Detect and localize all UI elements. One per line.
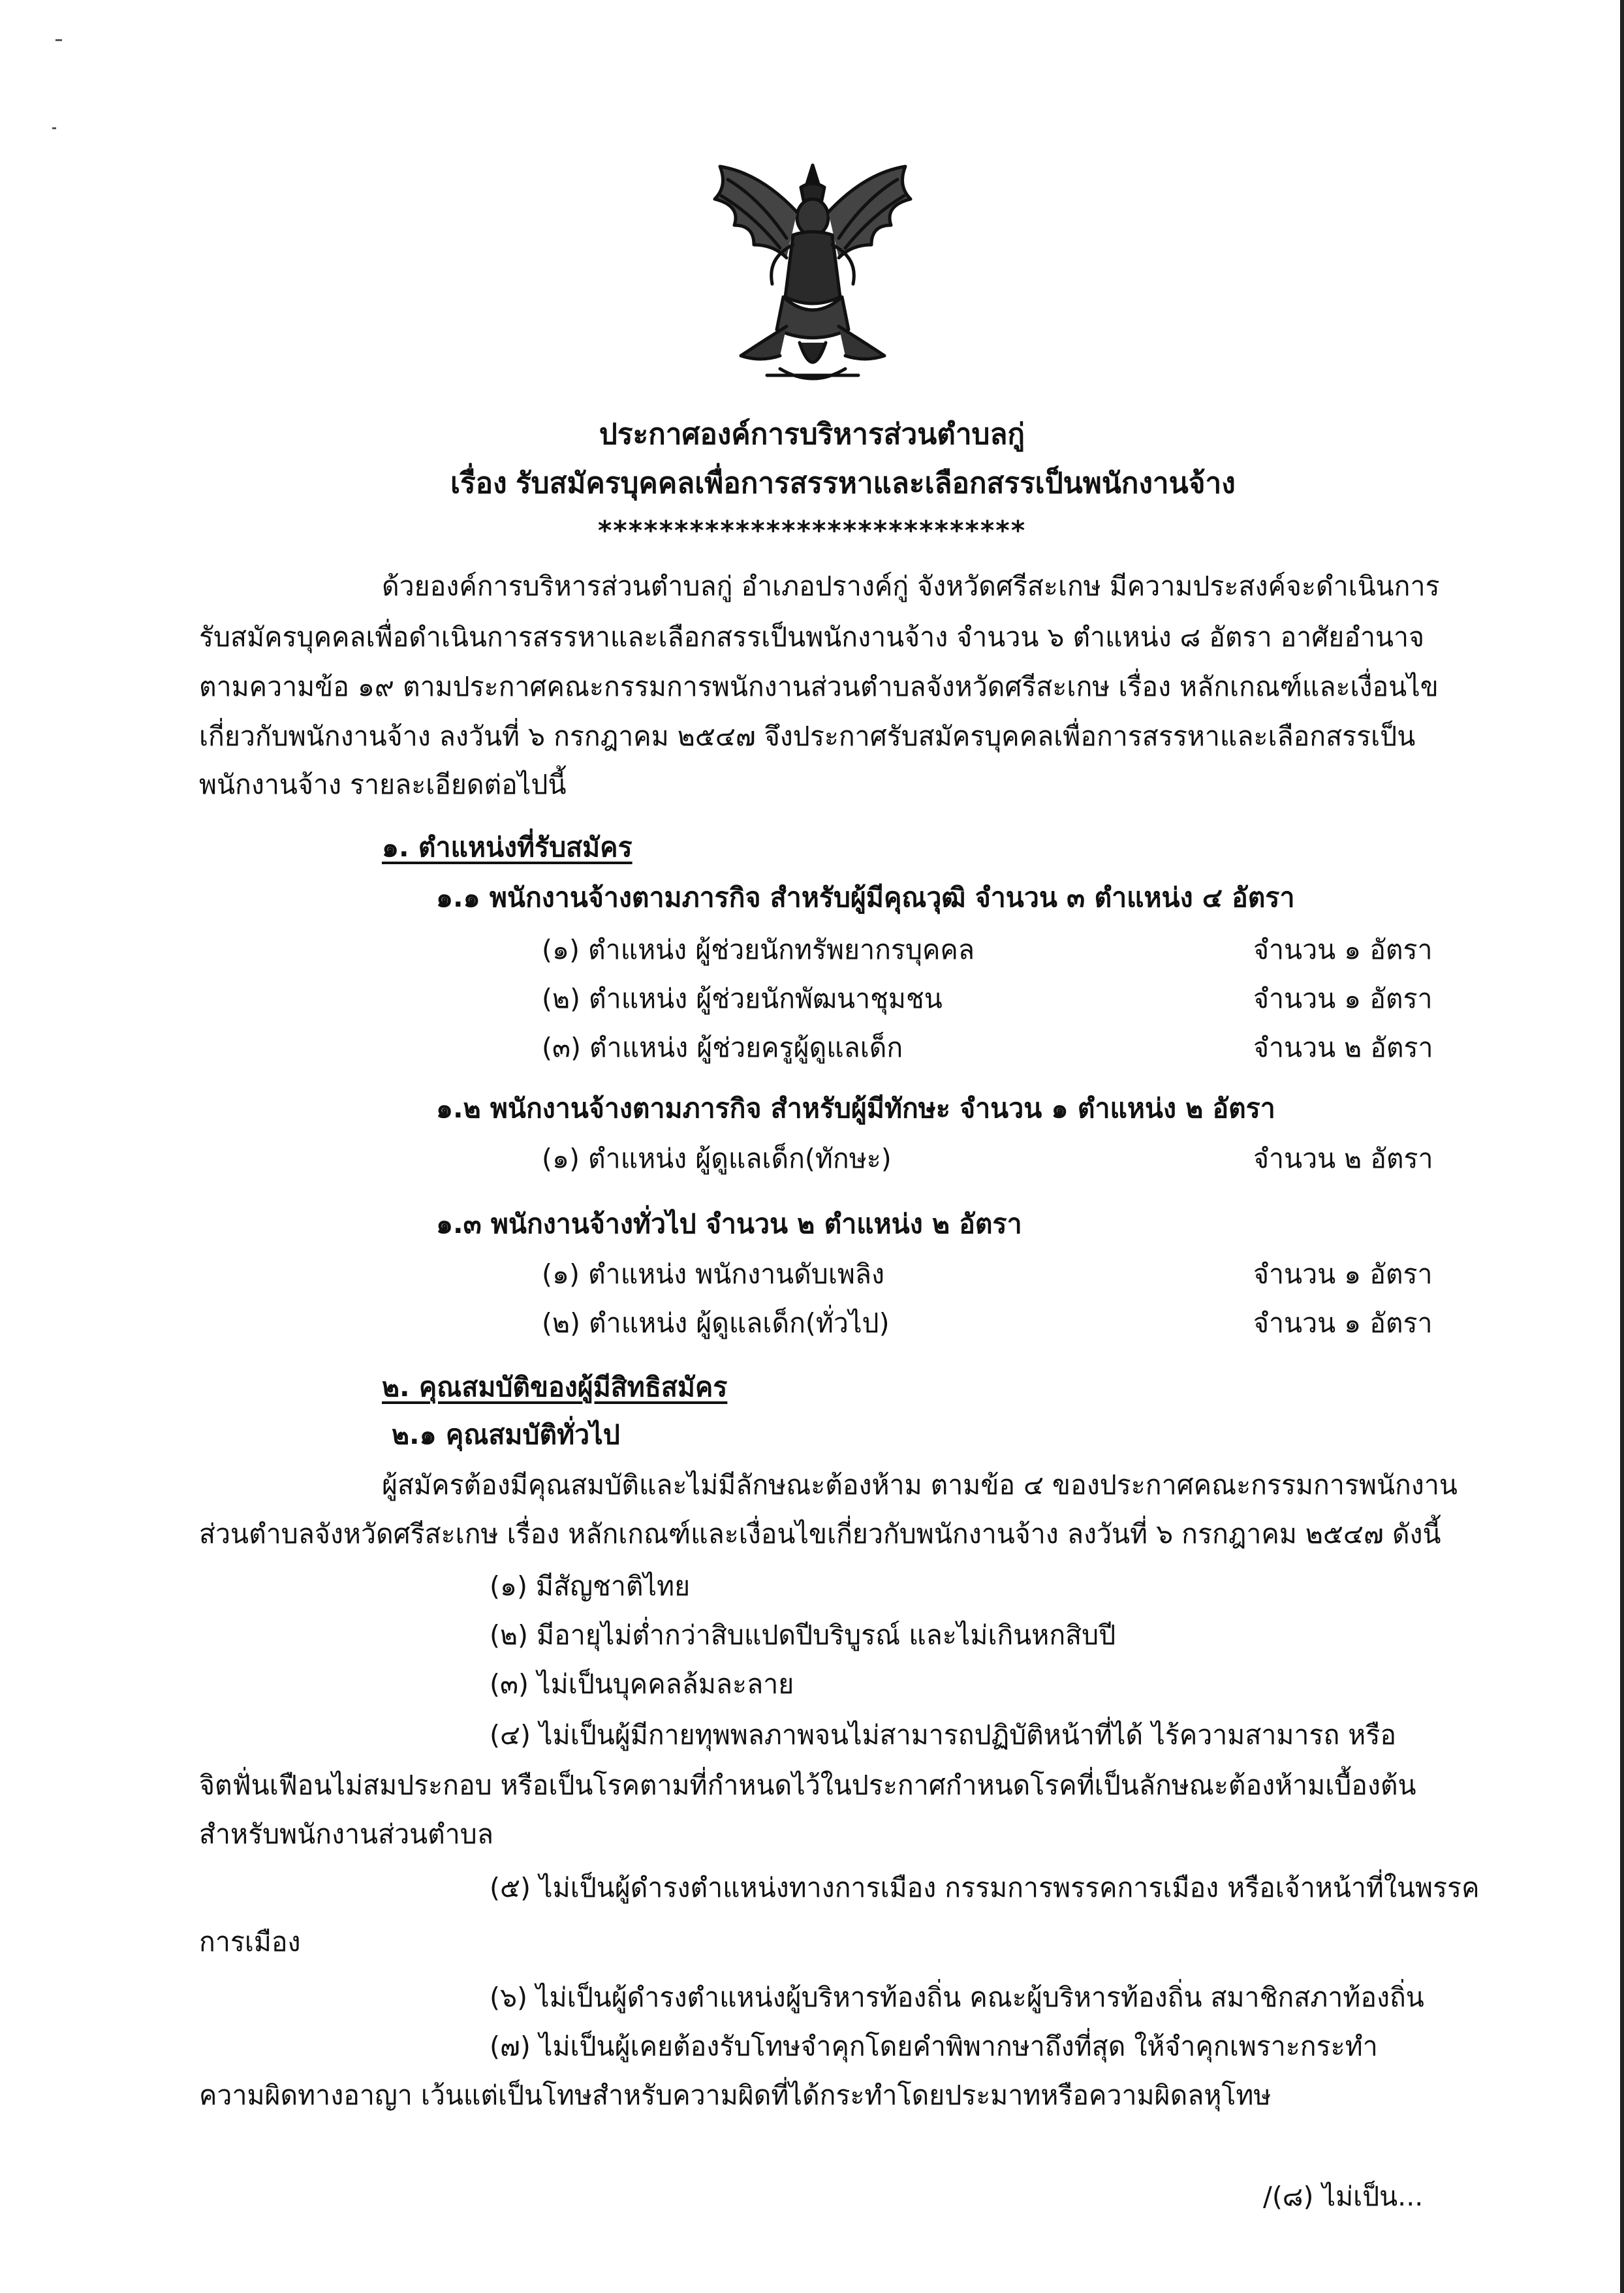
position-count: จำนวน ๑ อัตรา	[1253, 934, 1433, 965]
position-count: จำนวน ๑ อัตรา	[1253, 1307, 1433, 1339]
section2-1-heading: ๒.๑ คุณสมบัติทั่วไป	[392, 1419, 620, 1450]
header-separator: ****************************	[597, 515, 1027, 546]
qualification-item: (๕) ไม่เป็นผู้ดำรงตำแหน่งทางการเมือง กรรมการพรรคการเมือง หรือเจ้าหน้าที่ในพรรค	[490, 1872, 1480, 1903]
qualification-paragraph-line-1: ผู้สมัครต้องมีคุณสมบัติและไม่มีลักษณะต้องห้าม ตามข้อ ๔ ของประกาศคณะกรรมการพนักงาน	[382, 1469, 1458, 1501]
group-1-1-heading: ๑.๑ พนักงานจ้างตามภารกิจ สำหรับผู้มีคุณวุฒิ จำนวน ๓ ตำแหน่ง ๔ อัตรา	[436, 882, 1295, 913]
position-item: (๓) ตำแหน่ง ผู้ช่วยครูผู้ดูแลเด็ก	[542, 1032, 903, 1063]
position-count: จำนวน ๑ อัตรา	[1253, 983, 1433, 1014]
qualification-item-cont: ความผิดทางอาญา เว้นแต่เป็นโทษสำหรับความผิดที่ได้กระทำโดยประมาทหรือความผิดลหุโทษ	[199, 2080, 1272, 2111]
qualification-item: (๒) มีอายุไม่ต่ำกว่าสิบแปดปีบริบูรณ์ และไม่เกินหกสิบปี	[490, 1619, 1116, 1651]
qualification-item: (๓) ไม่เป็นบุคคลล้มละลาย	[490, 1668, 794, 1700]
intro-line-1: ด้วยองค์การบริหารส่วนตำบลกู่ อำเภอปรางค์กู่ จังหวัดศรีสะเกษ มีความประสงค์จะดำเนินการ	[382, 570, 1440, 602]
qualification-item: (๑) มีสัญชาติไทย	[490, 1570, 691, 1602]
section2-heading: ๒. คุณสมบัติของผู้มีสิทธิสมัคร	[382, 1371, 728, 1403]
qualification-item: (๔) ไม่เป็นผู้มีกายทุพพลภาพจนไม่สามารถปฏิบัติหน้าที่ได้ ไร้ความสามารถ หรือ	[490, 1719, 1396, 1751]
intro-line-5: พนักงานจ้าง รายละเอียดต่อไปนี้	[199, 769, 567, 800]
position-item: (๑) ตำแหน่ง ผู้ช่วยนักทรัพยากรบุคคล	[542, 934, 975, 965]
subject-text: รับสมัครบุคคลเพื่อการสรรหาและเลือกสรรเป็นพนักงานจ้าง	[516, 467, 1236, 500]
position-item: (๒) ตำแหน่ง ผู้ดูแลเด็ก(ทั่วไป)	[542, 1307, 890, 1339]
section1-heading: ๑. ตำแหน่งที่รับสมัคร	[382, 832, 632, 863]
qualification-item-cont: การเมือง	[199, 1926, 301, 1958]
intro-line-2: รับสมัครบุคคลเพื่อดำเนินการสรรหาและเลือกสรรเป็นพนักงานจ้าง จำนวน ๖ ตำแหน่ง ๘ อัตรา อาศัยอำนาจ	[199, 621, 1425, 653]
subject-label: เรื่อง	[450, 467, 507, 500]
qualification-item-cont: จิตฟั่นเฟือนไม่สมประกอบ หรือเป็นโรคตามที่กำหนดไว้ในประกาศกำหนดโรคที่เป็นลักษณะต้องห้ามเบื้องต้น	[199, 1770, 1416, 1801]
scan-edge	[1620, 0, 1624, 2293]
position-count: จำนวน ๒ อัตรา	[1253, 1143, 1433, 1174]
qualification-item: (๖) ไม่เป็นผู้ดำรงตำแหน่งผู้บริหารท้องถิ่น คณะผู้บริหารท้องถิ่น สมาชิกสภาท้องถิ่น	[490, 1982, 1424, 2013]
notice-title: ประกาศองค์การบริหารส่วนตำบลกู่	[599, 418, 1025, 451]
position-count: จำนวน ๑ อัตรา	[1253, 1258, 1433, 1290]
position-item: (๑) ตำแหน่ง พนักงานดับเพลิง	[542, 1258, 885, 1290]
garuda-emblem	[702, 160, 924, 395]
intro-line-3: ตามความข้อ ๑๙ ตามประกาศคณะกรรมการพนักงานส่วนตำบลจังหวัดศรีสะเกษ เรื่อง หลักเกณฑ์และเงื่อนไข	[199, 671, 1439, 702]
position-item: (๑) ตำแหน่ง ผู้ดูแลเด็ก(ทักษะ)	[542, 1143, 892, 1174]
qualification-item-cont: สำหรับพนักงานส่วนตำบล	[199, 1818, 493, 1850]
page-continuation: /(๘) ไม่เป็น...	[1263, 2181, 1424, 2212]
scan-speck	[55, 39, 62, 41]
qualification-item: (๗) ไม่เป็นผู้เคยต้องรับโทษจำคุกโดยคำพิพากษาถึงที่สุด ให้จำคุกเพราะกระทำ	[490, 2031, 1378, 2062]
group-1-2-heading: ๑.๒ พนักงานจ้างตามภารกิจ สำหรับผู้มีทักษะ จำนวน ๑ ตำแหน่ง ๒ อัตรา	[436, 1093, 1275, 1124]
intro-line-4: เกี่ยวกับพนักงานจ้าง ลงวันที่ ๖ กรกฎาคม ๒๕๔๗ จึงประกาศรับสมัครบุคคลเพื่อการสรรหาและเลือกสรรเป็น	[199, 721, 1416, 752]
position-count: จำนวน ๒ อัตรา	[1253, 1032, 1433, 1063]
qualification-paragraph-line-2: ส่วนตำบลจังหวัดศรีสะเกษ เรื่อง หลักเกณฑ์และเงื่อนไขเกี่ยวกับพนักงานจ้าง ลงวันที่ ๖ กรกฎาคม ๒๕๔๗ ดังนี้	[199, 1518, 1441, 1550]
position-item: (๒) ตำแหน่ง ผู้ช่วยนักพัฒนาชุมชน	[542, 983, 943, 1014]
group-1-3-heading: ๑.๓ พนักงานจ้างทั่วไป จำนวน ๒ ตำแหน่ง ๒ อัตรา	[436, 1208, 1022, 1240]
scan-speck	[52, 127, 56, 129]
